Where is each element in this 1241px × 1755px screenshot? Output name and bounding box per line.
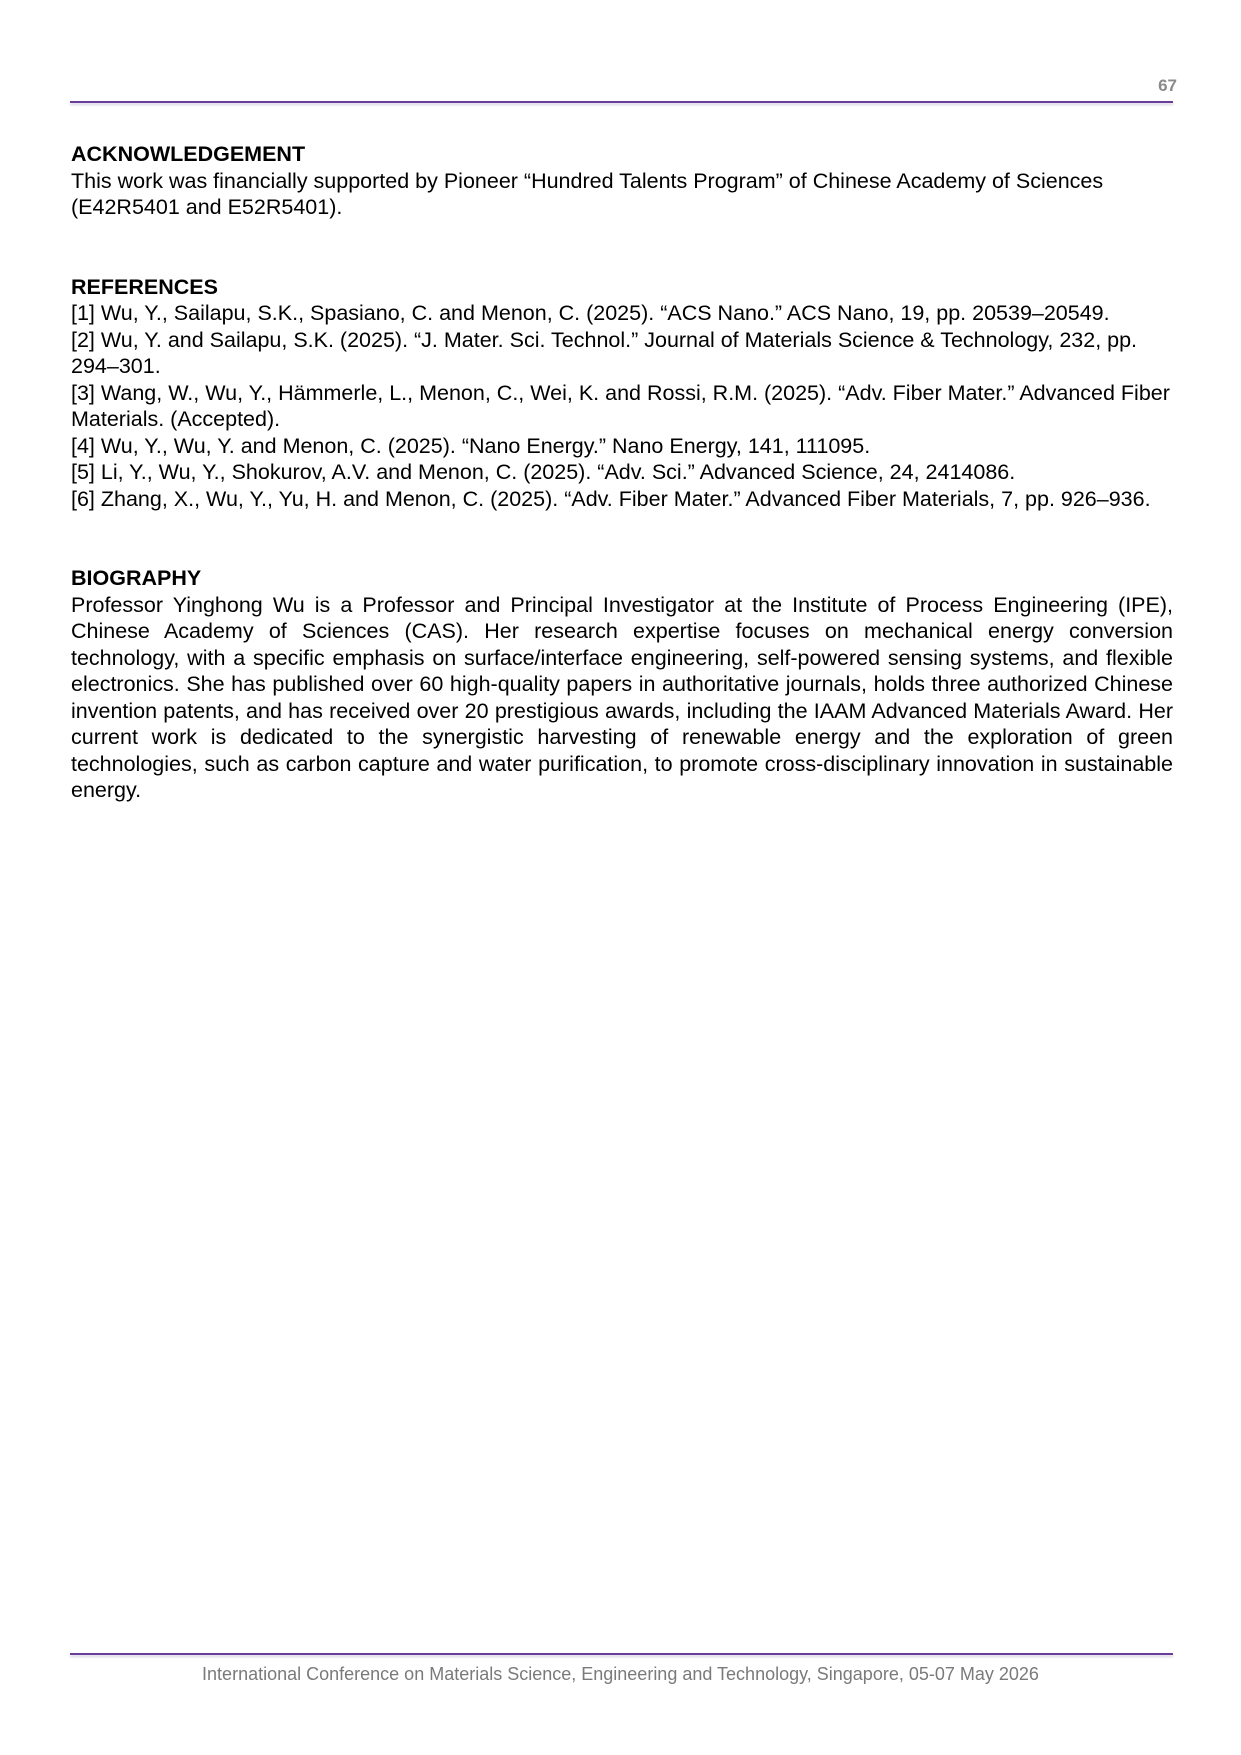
references-section: [71, 274, 1173, 513]
page-content: [71, 141, 1173, 857]
biography-heading: BIOGRAPHY: [71, 566, 202, 590]
reference-item: [3] Wang, W., Wu, Y., Hämmerle, L., Menon, C., Wei, K. and Rossi, R.M. (2025). “Adv. Fiber Mater.” Advanced Fiber Materials. (Accepted).: [71, 380, 1170, 431]
references-heading: REFERENCES: [71, 274, 218, 299]
reference-item: [5] Li, Y., Wu, Y., Shokurov, A.V. and Menon, C. (2025). “Adv. Sci.” Advanced Science, 24, 2414086.: [71, 460, 1016, 484]
header-divider: [70, 101, 1173, 103]
footer-text: International Conference on Materials Science, Engineering and Technology, Singapore, 05-07 May 2026: [202, 1664, 1039, 1684]
reference-item: [2] Wu, Y. and Sailapu, S.K. (2025). “J. Mater. Sci. Technol.” Journal of Materials Science & Technology, 232, pp. 294–301.: [71, 327, 1138, 378]
reference-item: [1] Wu, Y., Sailapu, S.K., Spasiano, C. and Menon, C. (2025). “ACS Nano.” ACS Nano, 19, pp. 20539–20549.: [71, 301, 1110, 325]
biography-text: Professor Yinghong Wu is a Professor and Principal Investigator at the Institute of Process Engineering (IPE), Chinese Academy of Sciences (CAS). Her research expertise focuses on mechanical energy conversion technology, with a specific emphasis on surface/interface engineering, self-powered sensing systems, and flexible electronics. She has published over 60 high-quality papers in authoritative journals, holds three authorized Chinese invention patents, and has received over 20 prestigious awards, including the IAAM Advanced Materials Award. Her current work is dedicated to the synergistic harvesting of renewable energy and the exploration of green technologies, such as carbon capture and water purification, to promote cross-disciplinary innovation in sustainable energy.: [71, 592, 1173, 802]
acknowledgement-heading: ACKNOWLEDGEMENT: [71, 142, 306, 166]
acknowledgement-section: [71, 141, 1173, 221]
biography-section: [71, 565, 1173, 804]
page-number: 67: [1158, 76, 1177, 95]
footer-divider: [70, 1653, 1173, 1655]
reference-item: [4] Wu, Y., Wu, Y. and Menon, C. (2025). “Nano Energy.” Nano Energy, 141, 111095.: [71, 433, 871, 458]
acknowledgement-text: This work was financially supported by Pioneer “Hundred Talents Program” of Chinese Academy of Sciences (E42R5401 and E52R5401).: [71, 168, 1104, 219]
reference-item: [6] Zhang, X., Wu, Y., Yu, H. and Menon, C. (2025). “Adv. Fiber Mater.” Advanced Fiber Materials, 7, pp. 926–936.: [71, 486, 1151, 511]
